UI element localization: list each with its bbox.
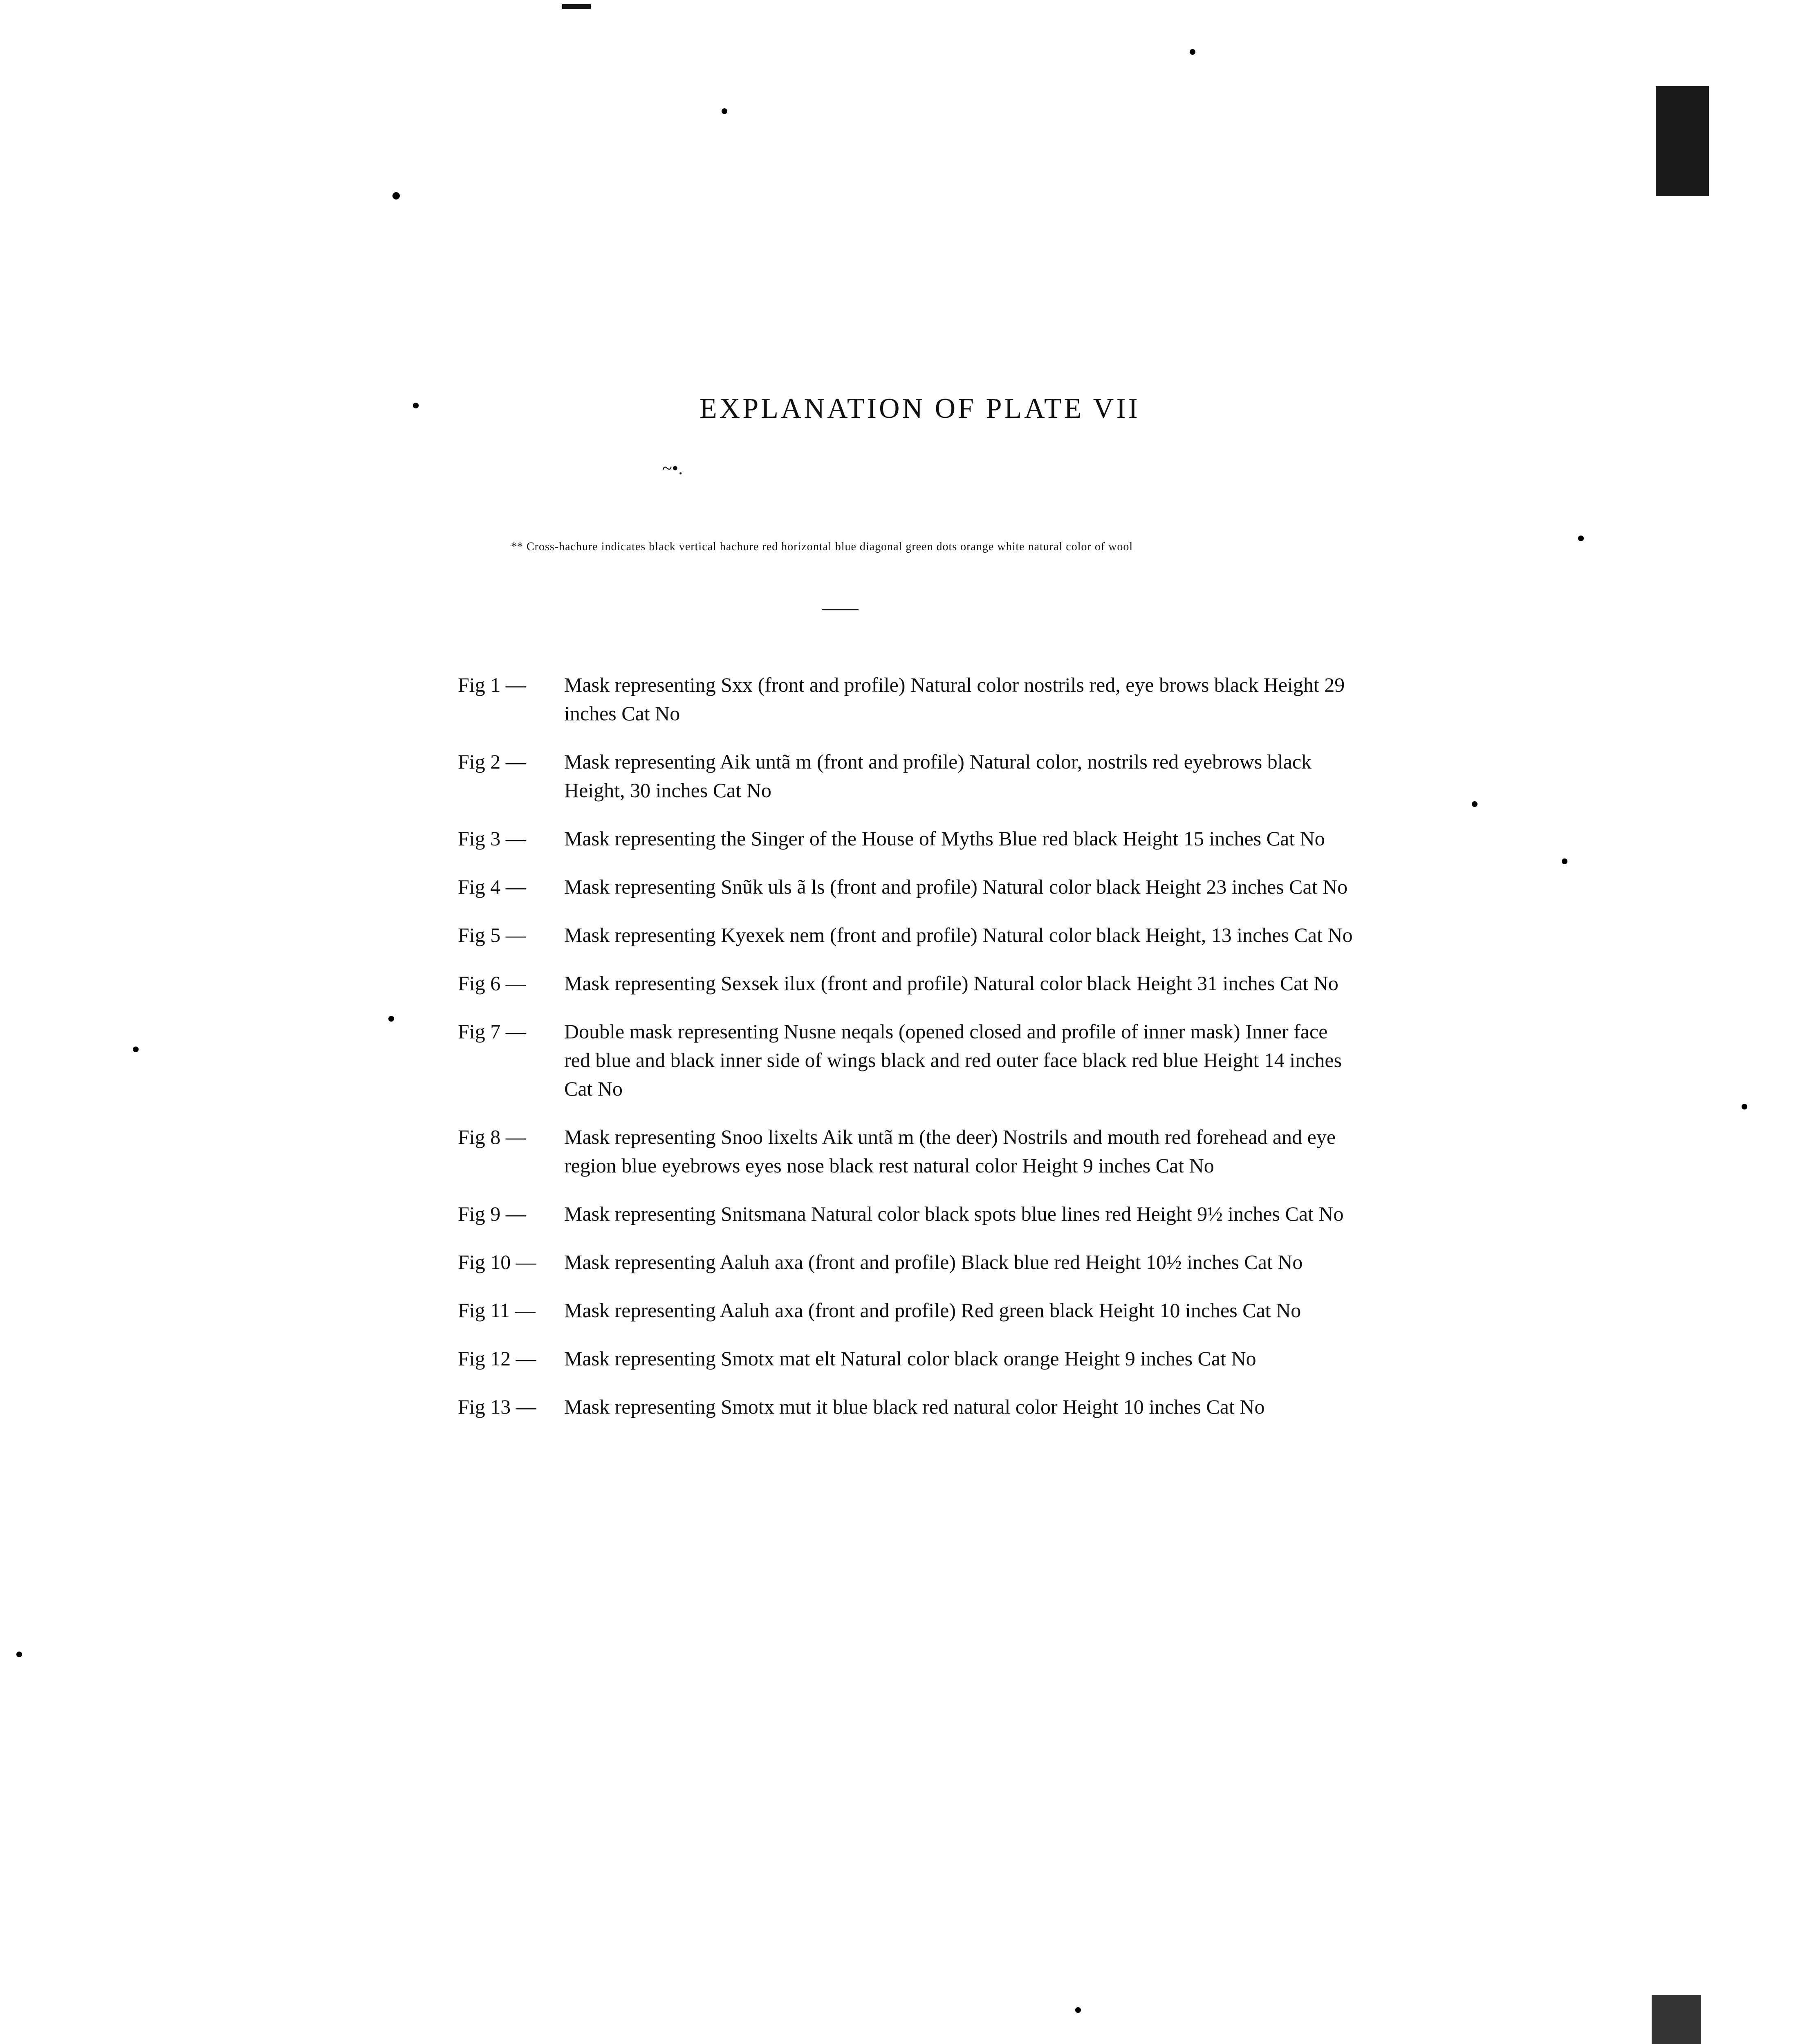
figure-label: Fig 12 — (458, 1347, 536, 1370)
figure-label: Fig 11 — (458, 1299, 536, 1322)
figure-label: Fig 7 — (458, 1020, 526, 1043)
scan-speck (1075, 2007, 1081, 2013)
scan-speck (1562, 858, 1567, 864)
scan-speck (1190, 49, 1195, 55)
figure-description: Mask representing Aaluh axa (front and profile) Black blue red Height 10½ inches Cat No (564, 1251, 1303, 1273)
figure-label: Fig 3 — (458, 827, 526, 850)
figure-label: Fig 6 — (458, 972, 526, 995)
scan-speck (1742, 1104, 1747, 1109)
scan-speck (133, 1047, 139, 1052)
scan-speck (388, 1016, 394, 1022)
figure-description: Double mask representing Nusne neqals (opened closed and profile of inner mask) Inner face red blue and black inner side of wings black and red outer face black red blue Height 14 inches Cat No (564, 1020, 1342, 1100)
figure-description: Mask representing Smotx mut it blue black red natural color Height 10 inches Cat No (564, 1395, 1265, 1418)
figure-label: Fig 13 — (458, 1395, 536, 1418)
scan-speck (392, 192, 400, 199)
figure-entry-3 (458, 824, 1357, 853)
title-ornament: ~•. (662, 458, 683, 478)
figure-entry-7 (458, 1017, 1357, 1103)
figure-entry-4 (458, 872, 1357, 901)
figure-description: Mask representing Sxx (front and profile) Natural color nostrils red, eye brows black Height 29 inches Cat No (564, 673, 1345, 725)
figure-entry-5 (458, 921, 1357, 949)
figure-description: Mask representing Sexsek ilux (front and profile) Natural color black Height 31 inches Cat No (564, 972, 1338, 995)
figure-entry-2 (458, 747, 1357, 805)
figure-description: Mask representing Snũk uls ã ls (front and profile) Natural color black Height 23 inches Cat No (564, 875, 1348, 898)
figure-label: Fig 4 — (458, 875, 526, 898)
figure-entry-8 (458, 1123, 1357, 1180)
figure-entry-11 (458, 1296, 1357, 1325)
figure-label: Fig 5 — (458, 923, 526, 946)
section-divider (822, 609, 859, 610)
figure-description: Mask representing Snitsmana Natural color black spots blue lines red Height 9½ inches Cat No (564, 1202, 1344, 1225)
figure-label: Fig 1 — (458, 673, 526, 696)
scan-speck (1472, 801, 1477, 807)
figure-list (458, 670, 1357, 1441)
color-key-note: ** Cross-hachure indicates black vertical hachure red horizontal blue diagonal green dots orange white natural color of wool (511, 540, 1133, 553)
figure-description: Mask representing the Singer of the House of Myths Blue red black Height 15 inches Cat No (564, 827, 1325, 850)
figure-description: Mask representing Aik untã m (front and profile) Natural color, nostrils red eyebrows black Height, 30 inches Cat No (564, 750, 1312, 802)
scan-edge-top-right (1656, 86, 1709, 196)
figure-description: Mask representing Aaluh axa (front and profile) Red green black Height 10 inches Cat No (564, 1299, 1301, 1322)
plate-title: EXPLANATION OF PLATE VII (699, 393, 1140, 424)
scan-speck (722, 108, 727, 114)
figure-label: Fig 9 — (458, 1202, 526, 1225)
figure-entry-12 (458, 1344, 1357, 1373)
scan-mark-top (562, 4, 591, 9)
figure-label: Fig 10 — (458, 1251, 536, 1273)
figure-description: Mask representing Snoo lixelts Aik untã m (the deer) Nostrils and mouth red forehead and eye region blue eyebrows eyes nose black rest natural color Height 9 inches Cat No (564, 1125, 1336, 1177)
figure-description: Mask representing Kyexek nem (front and profile) Natural color black Height, 13 inches Cat No (564, 923, 1353, 946)
figure-entry-9 (458, 1199, 1357, 1228)
figure-entry-10 (458, 1248, 1357, 1276)
scan-speck (16, 1652, 22, 1657)
figure-entry-13 (458, 1392, 1357, 1421)
figure-label: Fig 2 — (458, 750, 526, 773)
scan-edge-bottom-right (1652, 1995, 1701, 2044)
figure-description: Mask representing Smotx mat elt Natural color black orange Height 9 inches Cat No (564, 1347, 1256, 1370)
figure-label: Fig 8 — (458, 1125, 526, 1148)
figure-entry-1 (458, 670, 1357, 728)
scan-speck (413, 403, 419, 408)
scan-speck (1578, 536, 1584, 541)
figure-entry-6 (458, 969, 1357, 997)
